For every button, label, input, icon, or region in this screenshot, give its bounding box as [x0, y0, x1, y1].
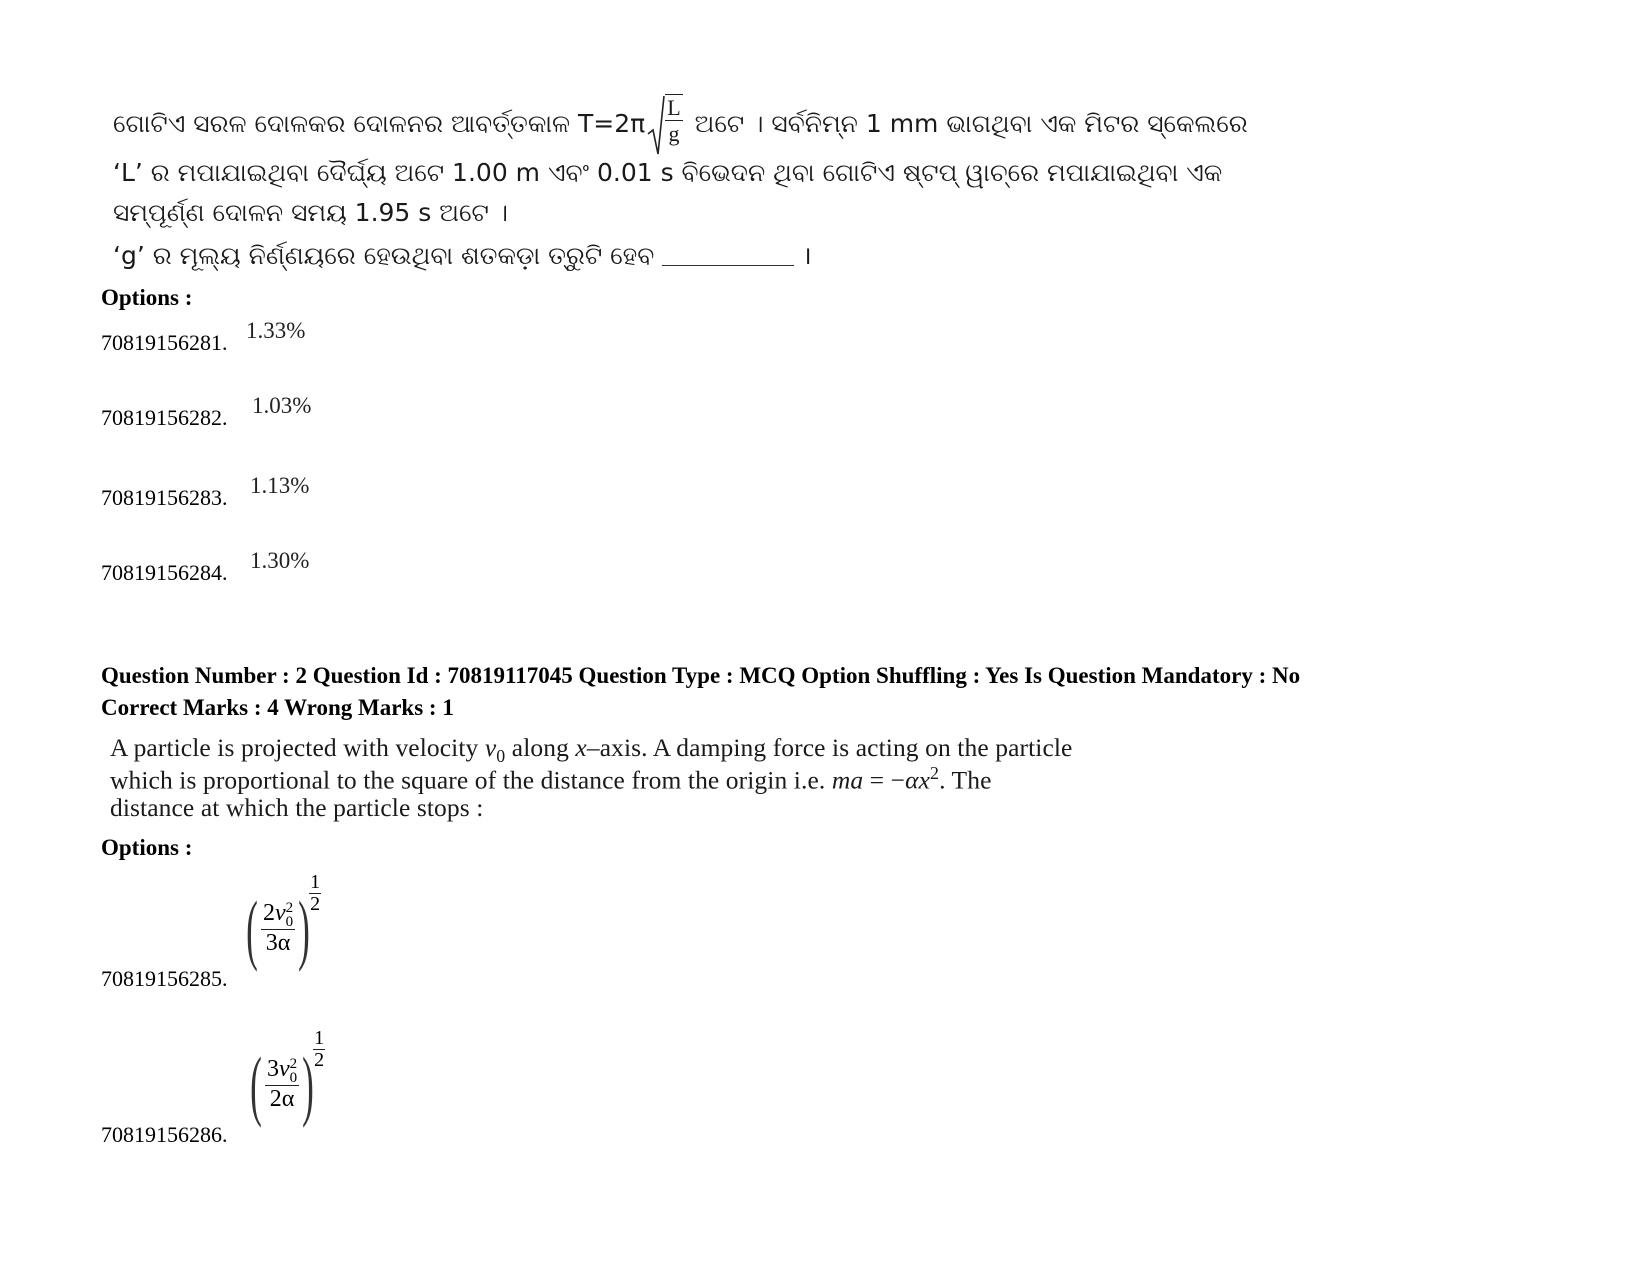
coefficient: 2	[262, 900, 275, 927]
option-id: 70819156286.	[101, 1122, 228, 1147]
right-paren-icon: )	[302, 1041, 314, 1128]
option-value: 1.33%	[246, 318, 306, 343]
q2-text2-b: . The	[939, 765, 992, 795]
formula-denominator: g	[668, 121, 680, 146]
q2-text1-c: –axis. A damping force is acting on the particle	[586, 733, 1073, 762]
velocity-symbol: v	[278, 1056, 290, 1083]
velocity-subscript: 0	[285, 913, 294, 930]
sqrt-icon	[647, 94, 665, 158]
option-id: 70819156282.	[101, 405, 228, 430]
q1-line4-pre: ‘g’ ର ମୂଲ୍ୟ ନିର୍ଣ୍ଣୟରେ ହେଉଥିବା ଶତକଡ଼ା ତ୍ରୁଟି ହେବ	[113, 241, 655, 270]
velocity-symbol: v	[274, 900, 286, 927]
equals-minus: = −	[863, 765, 906, 795]
velocity-symbol: v	[484, 733, 497, 762]
q1-line4	[113, 243, 812, 268]
left-paren-icon: (	[246, 885, 258, 972]
square-exponent: 2	[930, 763, 940, 783]
exponent-denominator: 2	[310, 893, 321, 915]
answer-blank	[662, 264, 794, 266]
x-symbol: x	[575, 733, 587, 762]
alpha-x-symbol: αx	[905, 765, 931, 795]
q1-line2: ‘L’ ର ମପାଯାଇଥିବା ଦୈର୍ଘ୍ୟ ଅଟେ 1.00 m ଏବଂ 0.01 s ବିଭେଦନ ଥିବା ଗୋଟିଏ ଷ୍ଟପ୍ ୱାଚ୍‌ରେ ମପାଯାଇଥିବା ଏକ	[113, 158, 1223, 187]
coefficient: 3	[266, 1056, 279, 1083]
q2-text2-a: which is proportional to the square of the distance from the origin i.e.	[110, 765, 832, 795]
q2-text-line3: distance at which the particle stops :	[110, 793, 484, 822]
exponent-denominator: 2	[314, 1049, 325, 1071]
q2-text-line1	[110, 733, 1072, 767]
left-paren-icon: (	[250, 1041, 262, 1128]
q1-line1-pre: ଗୋଟିଏ ସରଳ ଦୋଳକର ଦୋଳନର ଆବର୍ତ୍ତକାଳ T=2π	[113, 108, 646, 138]
option-id: 70819156284.	[101, 560, 228, 585]
q1-line4-post: ।	[802, 241, 812, 270]
option-id: 70819156283.	[101, 485, 228, 510]
square-exponent: 2	[285, 899, 294, 916]
q2-options-label: Options :	[101, 835, 193, 860]
q1-line1	[113, 88, 1248, 158]
square-exponent: 2	[289, 1055, 298, 1072]
q2-option-2[interactable]	[101, 1027, 401, 1155]
q2-text1-a: A particle is projected with velocity	[110, 733, 485, 762]
q2-option-1[interactable]	[101, 870, 401, 995]
denominator: 2α	[269, 1086, 295, 1113]
q1-line1-post: ଅଟେ । ସର୍ବନିମ୍ନ 1 mm ଭାଗଥିବା ଏକ ମିଟର ସ୍କେଲରେ	[694, 108, 1248, 138]
q1-line3: ସମ୍ପୂର୍ଣ୍ଣ ଦୋଳନ ସମୟ 1.95 s ଅଟେ ।	[113, 198, 509, 227]
right-paren-icon: )	[298, 885, 310, 972]
q2-text1-b: along	[505, 733, 576, 762]
option-id: 70819156285.	[101, 966, 228, 991]
velocity-subscript: 0	[289, 1069, 298, 1086]
q2-header-line1: Question Number : 2 Question Id : 70819117045 Question Type : MCQ Option Shuffling : Yes Is Question Mandatory : No	[101, 663, 1301, 688]
q2-header-line2: Correct Marks : 4 Wrong Marks : 1	[101, 695, 454, 720]
option-formula	[243, 1027, 325, 1128]
denominator: 3α	[265, 930, 291, 957]
ma-symbol: ma	[831, 765, 864, 795]
option-value: 1.30%	[250, 548, 310, 573]
q1-options-label: Options :	[101, 285, 193, 310]
exponent-numerator: 1	[310, 871, 321, 893]
option-id: 70819156281.	[101, 330, 228, 355]
option-value: 1.03%	[252, 393, 312, 418]
q2-text-line2	[110, 763, 992, 796]
option-value: 1.13%	[250, 473, 310, 498]
exponent-numerator: 1	[314, 1027, 325, 1049]
velocity-subscript: 0	[496, 746, 506, 767]
option-formula	[239, 871, 321, 972]
sqrt-formula	[647, 88, 682, 158]
formula-numerator: L	[667, 94, 681, 120]
